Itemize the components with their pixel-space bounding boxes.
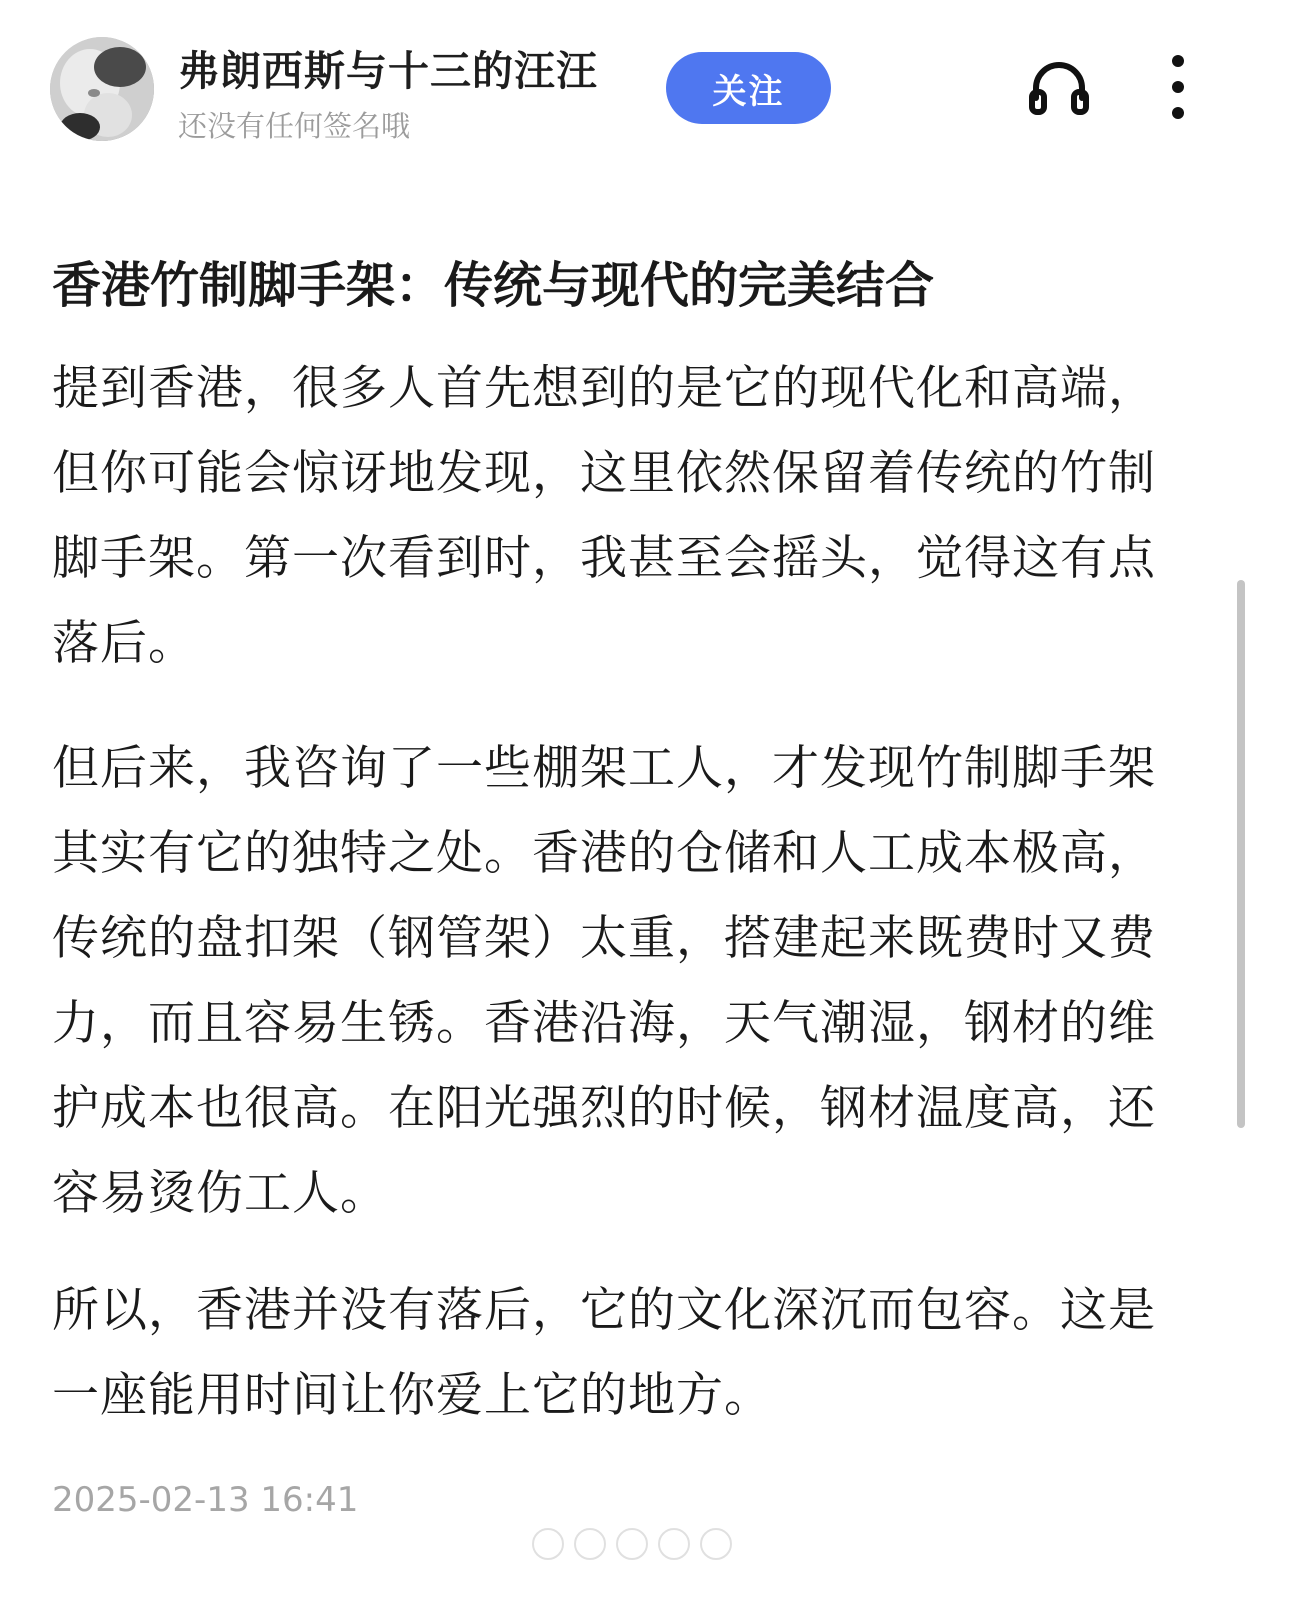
article-paragraph-1: 提到香港，很多人首先想到的是它的现代化和高端，但你可能会惊讶地发现，这里依然保留着传统的竹制脚手架。第一次看到时，我甚至会摇头，觉得这有点落后。 xyxy=(52,361,1156,671)
post-timestamp: 2025-02-13 16:41 xyxy=(52,1480,359,1520)
watermark-dot xyxy=(658,1528,690,1560)
author-header xyxy=(0,0,1290,180)
follow-button[interactable]: 关注 xyxy=(666,52,831,124)
author-avatar[interactable] xyxy=(50,37,154,141)
headphone-icon[interactable] xyxy=(1026,54,1092,120)
article-body xyxy=(52,250,1202,1423)
watermark xyxy=(532,1520,752,1568)
scrollbar[interactable] xyxy=(1237,580,1245,1128)
watermark-dot xyxy=(700,1528,732,1560)
author-signature: 还没有任何签名哦 xyxy=(178,109,411,143)
watermark-dot xyxy=(616,1528,648,1560)
watermark-dot xyxy=(532,1528,564,1560)
article-paragraph-2: 但后来，我咨询了一些棚架工人，才发现竹制脚手架其实有它的独特之处。香港的仓储和人工成本极高，传统的盘扣架（钢管架）太重，搭建起来既费时又费力，而且容易生锈。香港沿海，天气潮湿，钢材的维护成本也很高。在阳光强烈的时候，钢材温度高，还容易烫伤工人。 xyxy=(52,741,1156,1221)
watermark-dot xyxy=(574,1528,606,1560)
more-vertical-icon[interactable] xyxy=(1158,52,1198,122)
avatar-photo xyxy=(50,37,154,141)
article-title: 香港竹制脚手架：传统与现代的完美结合 xyxy=(52,257,935,314)
author-name[interactable]: 弗朗西斯与十三的汪汪 xyxy=(178,47,598,95)
article-paragraph-3: 所以，香港并没有落后，它的文化深沉而包容。这是一座能用时间让你爱上它的地方。 xyxy=(52,1283,1156,1423)
